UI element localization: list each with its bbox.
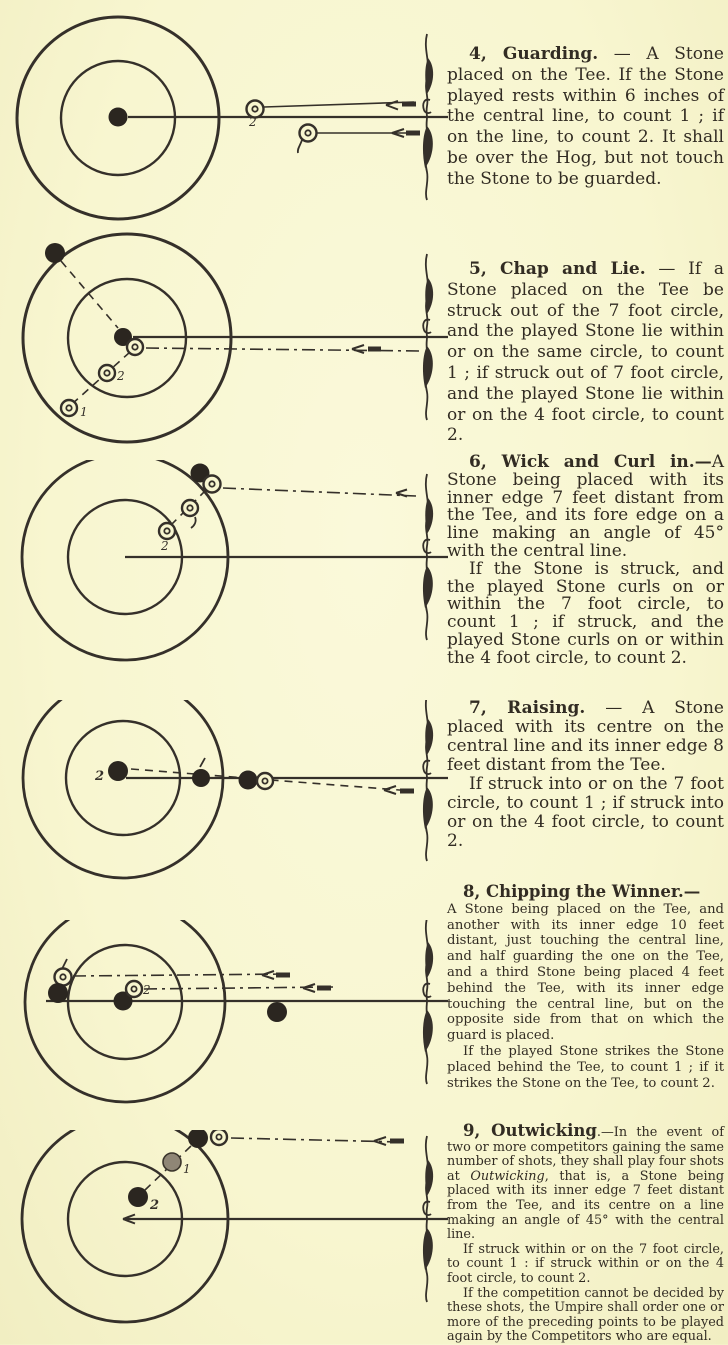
placed-stone [48, 983, 68, 1003]
rule-body: — If a Stone placed on the Tee be struck out of the 7 foot circle, and the played Stone lie within or on the same circle, to count 1 ; if struck out of 7 foot circle, and the played Stone lie within or on the 4 foot circle, to count 2. [447, 259, 724, 446]
section-chap-and-lie-text [447, 259, 724, 446]
struck-stone-path [61, 261, 118, 328]
rule-heading: 8, Chipping the Winner.— [463, 882, 701, 901]
raised-stone [108, 761, 128, 781]
curled-stone [163, 1153, 181, 1171]
played-stone [99, 365, 115, 381]
played-stone [61, 400, 77, 416]
rule-heading: 4, Guarding. [469, 44, 599, 64]
rule-body: If struck into or on the 7 foot circle, to count 1 ; if struck into or on the 4 foot circle, to count 2. [447, 774, 724, 851]
stone-label-mark [191, 517, 196, 528]
diagram-outwicking [0, 1130, 456, 1344]
trajectory-line [223, 488, 416, 496]
rule-paragraph [447, 884, 724, 1044]
stone-label: 2 [95, 769, 105, 784]
rule-heading: 7, Raising. [469, 698, 586, 718]
rule-heading: 9, Outwicking [463, 1121, 597, 1140]
rule-paragraph [447, 259, 724, 446]
stone-label: 2 [150, 1198, 160, 1213]
played-stone [257, 773, 273, 789]
stone-label: 2 [117, 369, 125, 383]
arrow-left-icon [262, 971, 274, 979]
stone-label: 2 [143, 983, 151, 997]
played-stone [127, 339, 143, 355]
rule-paragraph [447, 1287, 724, 1345]
played-stone [204, 476, 221, 493]
stone-label: 2 [249, 115, 257, 129]
rule-heading: 6, Wick and Curl in.— [469, 452, 712, 472]
diagram-chipping-the-winner [0, 920, 456, 1130]
rule-paragraph [447, 699, 724, 775]
section-chipping-the-winner-text [447, 884, 724, 1091]
trajectory-line [73, 974, 290, 976]
struck-stone [239, 771, 258, 790]
stone-label: 1 [183, 1162, 191, 1176]
placed-stone [192, 769, 210, 787]
behind-tee-stone [267, 1002, 287, 1022]
rule-body: If struck within or on the 7 foot circle, to count 1 : if struck within or on the 4 foot circle, to count 2. [447, 1241, 724, 1286]
section-wick-and-curl-in-text [447, 454, 724, 668]
rule-body: A Stone being placed on the Tee, and another with its inner edge 10 feet distant, just touching the central line, and half guarding the one on the Tee, and a third Stone being placed 4 feet behind the Tee, with its inner edge touching the central line, but on the opposite side from that on which the guard is placed. [447, 901, 724, 1044]
rule-body: If the played Stone strikes the Stone placed behind the Tee, to count 1 ; if it strikes the Stone on the Tee, to count 2. [447, 1043, 724, 1091]
rule-paragraph [447, 1243, 724, 1287]
rule-heading: 5, Chap and Lie. [469, 259, 646, 279]
section-outwicking-text [447, 1121, 725, 1345]
rule-paragraph [447, 1121, 725, 1243]
rule-body: — A Stone placed on the Tee. If the Stone played rests within 6 inches of the central line, to count 1 ; if on the line, to count 2. It shall be over the Hog, but not touch the Stone to be guarded. [447, 44, 724, 189]
rule-paragraph [447, 1044, 724, 1091]
rule-paragraph [447, 454, 724, 561]
played-stone [211, 1130, 227, 1145]
diagram-wick-and-curl-in [0, 460, 456, 700]
section-guarding-text [447, 44, 724, 190]
rule-body: — A Stone placed with its centre on the central line and its inner edge 8 feet distant from the Tee. [447, 698, 724, 775]
stone-label-mark [298, 140, 302, 153]
rule-paragraph [447, 44, 724, 190]
stone-label: 1 [80, 405, 88, 419]
seven-foot-circle [22, 1130, 228, 1322]
diagram-chap-and-lie [0, 230, 456, 460]
played-stone [182, 500, 198, 516]
played-stone [159, 523, 175, 539]
diagram-guarding [0, 0, 456, 230]
guard-stone [55, 969, 72, 986]
rule-body: A Stone being placed with its inner edge 7 feet distant from the Tee, and its fore edge on a line making an angle of 45° with the central line. [447, 452, 724, 561]
tee-stone [109, 108, 128, 127]
diagram-raising [0, 700, 456, 920]
played-stone [300, 125, 317, 142]
rule-body-italic: Outwicking [470, 1168, 545, 1184]
section-raising-text [447, 699, 724, 851]
rule-paragraph [447, 775, 724, 851]
seven-foot-circle [25, 920, 225, 1102]
rule-paragraph [447, 558, 724, 668]
rule-body: If the competition cannot be decided by these shots, the Umpire shall order one or more of the preceding points to be played again by the Competitors who are equal. [447, 1285, 724, 1345]
struck-out-stone [45, 243, 65, 263]
stone-label: 2 [161, 539, 169, 553]
played-stone [126, 981, 142, 997]
arrow-left-icon [352, 345, 364, 353]
seven-foot-circle [22, 460, 228, 660]
curled-stone [128, 1187, 148, 1207]
rule-body: , that is, a Stone being placed with its inner edge 7 feet distant from the Tee, and its centre on a line making an angle of 45° with the central line. [447, 1168, 725, 1243]
rule-body: .—In the event of two or more competitors gaining the same number of shots, they shall play four shots at [447, 1125, 724, 1184]
stone-label-mark [200, 758, 205, 767]
rule-body: If the Stone is struck, and the played Stone curls on or within the 7 foot circle, to count 1 ; if struck, and the played Stone curls on or within the 4 foot circle, to count 2. [447, 558, 724, 668]
hog-score-mark [423, 700, 433, 861]
placed-stone [188, 1130, 208, 1148]
seven-foot-circle [23, 700, 223, 878]
